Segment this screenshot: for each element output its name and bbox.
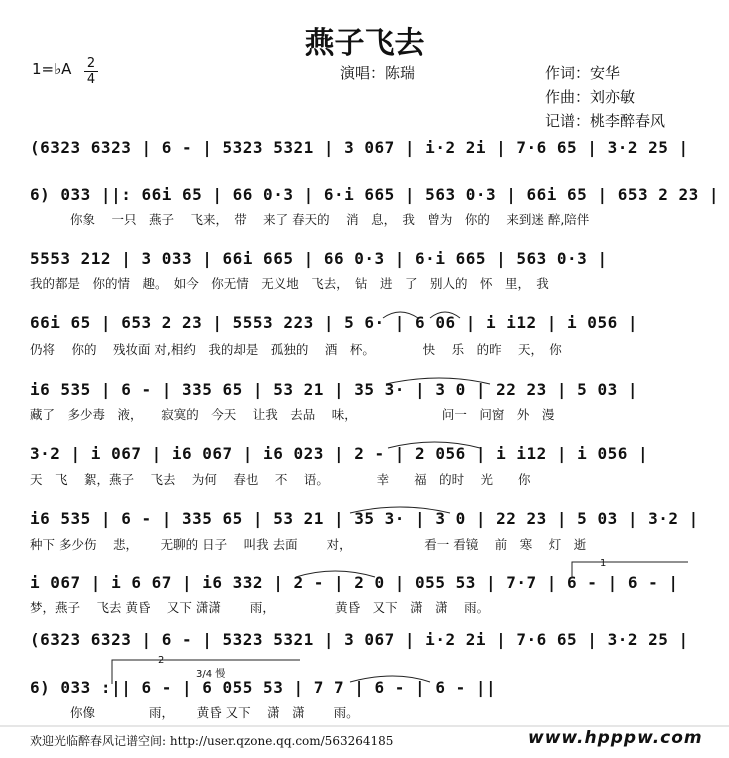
notation-row-8: i 067 | i 6 67 | i6 332 | 2 - | 2 0 | 055 53 | 7·7 | 6 - | 6 - | — [30, 573, 679, 592]
slur-mark — [296, 571, 375, 577]
lyrics-row-10: 你像 雨， 黄昏 又下 潇 潇 雨。 — [70, 705, 359, 720]
slur-mark — [430, 312, 460, 318]
time-sig-top: 2 — [86, 56, 96, 71]
lyrics-row-7: 种下 多少伤 悲， 无聊的 日子 叫我 去面 对， 看一 看镜 前 寒 灯 逝 — [30, 537, 587, 552]
lyrics-row-5: 藏了 多少毒 液， 寂寞的 今天 让我 去品 味， 问一 问窗 外 漫 — [30, 407, 555, 422]
key-signature: 1=♭A — [32, 60, 72, 78]
first-ending-bracket — [572, 562, 688, 578]
slur-mark — [350, 676, 430, 682]
song-title: 燕子飞去 — [304, 26, 425, 61]
second-ending-label: 2 — [158, 655, 165, 666]
lyrics-row-3: 我的都是 你的情 趣。 如今 你无情 无义地 飞去， 钻 进 了 别人的 怀 里， 我 — [30, 276, 549, 291]
slur-mark — [386, 378, 490, 384]
lyrics-row-8: 梦，燕子 飞去 黄昏 又下 潇潇 雨， 黄昏 又下 潇 潇 雨。 — [30, 600, 490, 615]
slur-mark — [383, 312, 418, 318]
notation-row-10: 6) 033 :|| 6 - | 6 055 53 | 7 7 | 6 - | 6 - || — [30, 678, 497, 697]
lyrics-row-6: 天 飞 絮，燕子 飞去 为何 春也 不 语。 幸 福 的时 光 你 — [30, 472, 531, 487]
lyrics-row-2: 你象 一只 燕子 飞来， 带 来了 春天的 消 息， 我 曾为 你的 来到迷 醉,陪伴 — [70, 212, 590, 227]
tempo-marking: 3/4 慢 — [196, 669, 226, 680]
notation-row-1: (6323 6323 | 6 - | 5323 5321 | 3 067 | i·2 2i | 7·6 65 | 3·2 25 | — [30, 138, 689, 157]
slur-mark — [350, 507, 450, 513]
time-sig-bottom: 4 — [86, 72, 96, 87]
notation-row-6: 3·2 | i 067 | i6 067 | i6 023 | 2 - | 2 056 | i i12 | i 056 | — [30, 444, 649, 463]
slur-mark — [388, 442, 480, 448]
site-watermark: www.hpppw.com — [528, 728, 703, 748]
second-ending-bracket — [112, 660, 300, 684]
first-ending-label: 1 — [600, 558, 607, 569]
lyrics-row-4: 仍将 你的 残妆面 对,相约 我的却是 孤独的 酒 杯。 快 乐 的昨 天， 你 — [30, 342, 562, 357]
composer-credit: 作曲：刘亦敏 — [545, 88, 636, 106]
singer-credit: 演唱：陈瑞 — [340, 64, 416, 82]
notation-row-9: (6323 6323 | 6 - | 5323 5321 | 3 067 | i·2 2i | 7·6 65 | 3·2 25 | — [30, 630, 689, 649]
notation-row-3: 5553 212 | 3 033 | 66i 665 | 66 0·3 | 6·i 665 | 563 0·3 | — [30, 249, 608, 268]
notation-row-5: i6 535 | 6 - | 335 65 | 53 21 | 35 3· | 3 0 | 22 23 | 5 03 | — [30, 380, 638, 399]
transcriber-credit: 记谱：桃李醉春风 — [545, 112, 666, 130]
notation-row-7: i6 535 | 6 - | 335 65 | 53 21 | 35 3· | 3 0 | 22 23 | 5 03 | 3·2 | — [30, 509, 699, 528]
lyricist-credit: 作词：安华 — [545, 64, 621, 82]
footer-credit: 欢迎光临醉春风记谱空间: http://user.qzone.qq.com/563264185 — [30, 734, 394, 748]
notation-row-4: 66i 65 | 653 2 23 | 5553 223 | 5 6· | 6 06 | i i12 | i 056 | — [30, 313, 638, 332]
notation-row-2: 6) 033 ||: 66i 65 | 66 0·3 | 6·i 665 | 563 0·3 | 66i 65 | 653 2 23 | — [30, 185, 720, 204]
